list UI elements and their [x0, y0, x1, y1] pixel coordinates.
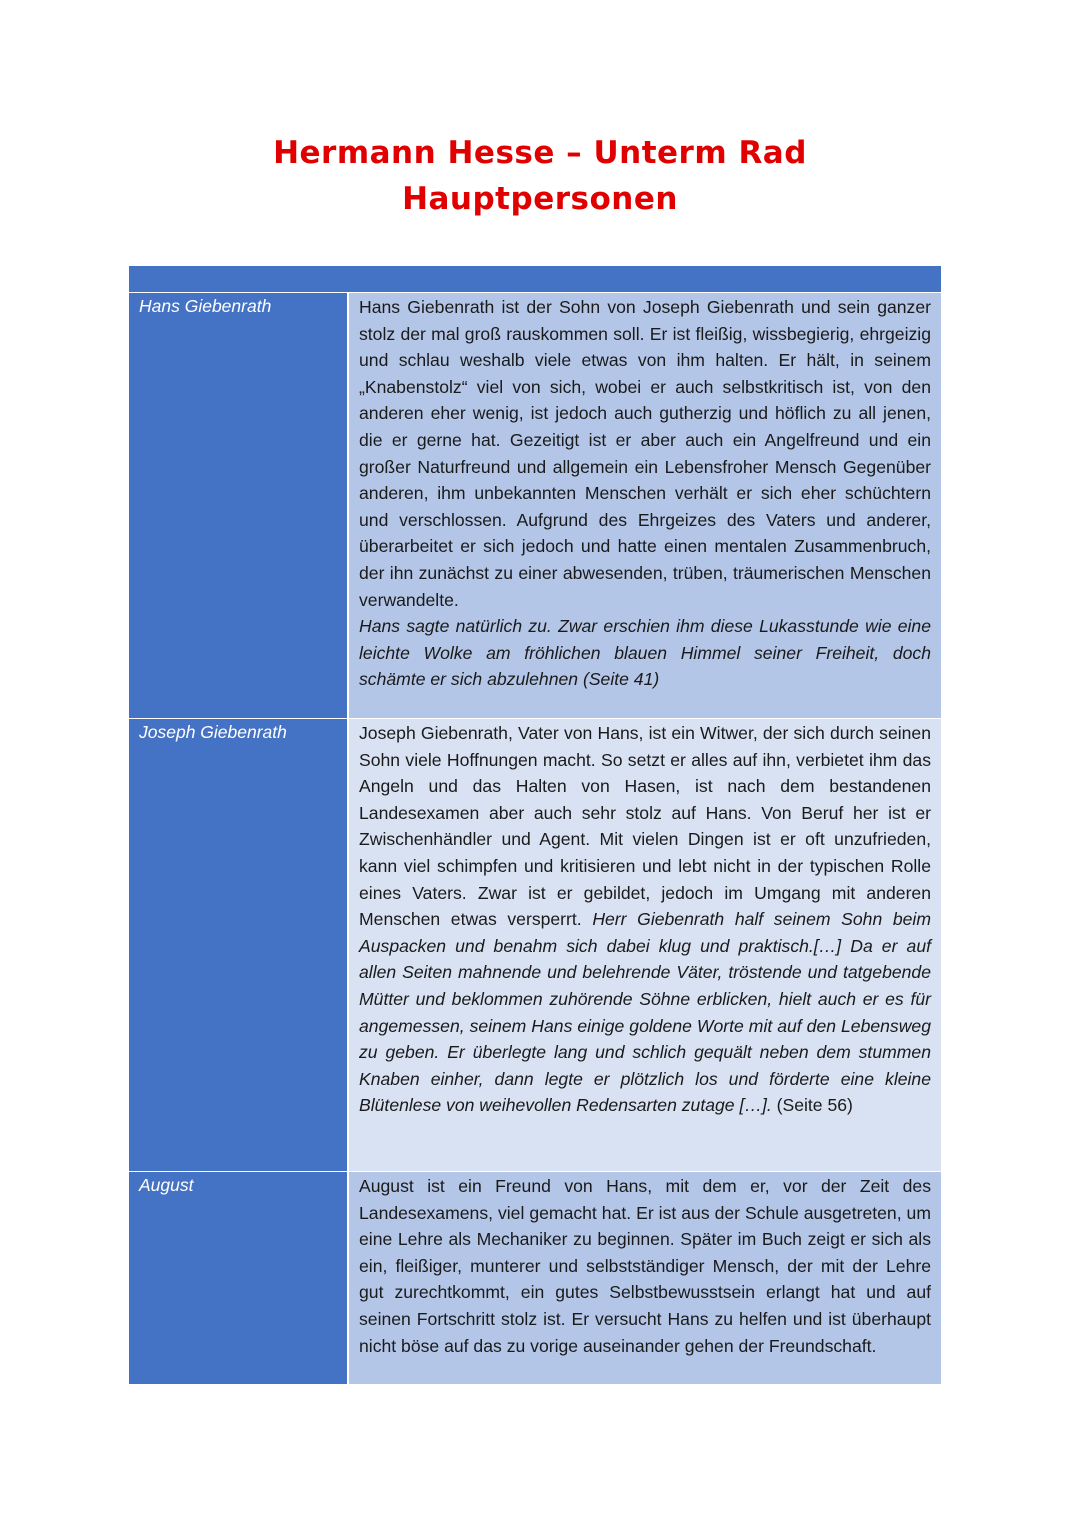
table-row [129, 1171, 941, 1384]
characters-table [129, 266, 941, 1384]
description-text [359, 720, 931, 1119]
character-name-cell: August [129, 1172, 349, 1384]
character-description-cell [349, 293, 941, 718]
character-description-cell [349, 1172, 941, 1384]
table-header-band [129, 266, 941, 292]
description-quote: Herr Giebenrath half seinem Sohn beim Auspacken und benahm sich dabei klug und praktisch.[…] Da er auf allen Seiten mahnende und belehrende Väter, tröstende und tatgebende Mütter und beklommen zuhörende Söhne erblicken, hielt auch er es für angemessen, seinem Hans einige goldene Worte mit auf den Lebensweg zu geben. Er überlegte lang und schlich gequält neben dem stummen Knaben einher, dann legte er plötzlich los und förderte eine kleine Blütenlese von weihevollen Redensarten zutage […]. [359, 909, 931, 1116]
table-row [129, 718, 941, 1171]
page-reference: (Seite 56) [771, 1095, 853, 1116]
title-line-2: Hauptpersonen [402, 181, 678, 217]
description-quote: Hans sagte natürlich zu. Zwar erschien ihm diese Lukasstunde wie eine leichte Wolke am fröhlichen blauen Himmel seiner Freiheit, doch schämte er sich abzulehnen (Seite 41) [359, 616, 931, 690]
title-line-1: Hermann Hesse – Unterm Rad [273, 135, 807, 171]
description-text [359, 294, 931, 693]
description-body: August ist ein Freund von Hans, mit dem er, vor der Zeit des Landesexamens, viel gemacht hat. Er ist aus der Schule ausgetreten, um eine Lehre als Mechaniker zu beginnen. Später im Buch zeigt er sich als ein, fleißiger, munterer und selbstständiger Mensch, der mit der Lehre gut zurechtkommt, ein gutes Selbstbewusstsein erlangt hat und auf seinen Fortschritt stolz ist. Er versucht Hans zu helfen und ist überhaupt nicht böse auf das zu vorige auseinander gehen der Freundschaft. [359, 1176, 931, 1356]
character-name-cell: Hans Giebenrath [129, 293, 349, 718]
description-body: Joseph Giebenrath, Vater von Hans, ist ein Witwer, der sich durch seinen Sohn viele Hoffnungen macht. So setzt er alles auf ihn, verbietet ihm das Angeln und das Halten von Hasen, ist nach dem bestandenen Landesexamen aber auch sehr stolz auf Hans. Von Beruf her ist er Zwischenhändler und Agent. Mit vielen Dingen ist er oft unzufrieden, kann viel schimpfen und kritisieren und lebt nicht in der typischen Rolle eines Vaters. Zwar ist er gebildet, jedoch im Umgang mit anderen Menschen etwas versperrt. [359, 723, 931, 930]
description-body: Hans Giebenrath ist der Sohn von Joseph Giebenrath und sein ganzer stolz der mal groß rauskommen soll. Er ist fleißig, wissbegierig, ehrgeizig und schlau weshalb viele etwas von ihm halten. Er hält, in seinem „Knabenstolz“ viel von sich, wobei er auch selbstkritisch ist, von den anderen eher wenig, ist jedoch auch gutherzig und höflich zu all jenen, die er gerne hat. Gezeitigt ist er aber auch ein Angelfreund und ein großer Naturfreund und allgemein ein Lebensfroher Mensch Gegenüber anderen, ihm unbekannten Menschen verhält er sich eher schüchtern und verschlossen. Aufgrund des Ehrgeizes des Vaters und anderer, überarbeitet er sich jedoch und hatte einen mentalen Zusammenbruch, der ihn zunächst zu einer abwesenden, trüben, träumerischen Menschen verwandelte. [359, 297, 931, 610]
description-text [359, 1173, 931, 1359]
character-description-cell [349, 719, 941, 1171]
character-name-cell: Joseph Giebenrath [129, 719, 349, 1171]
document-title [0, 130, 1080, 222]
table-row [129, 292, 941, 718]
